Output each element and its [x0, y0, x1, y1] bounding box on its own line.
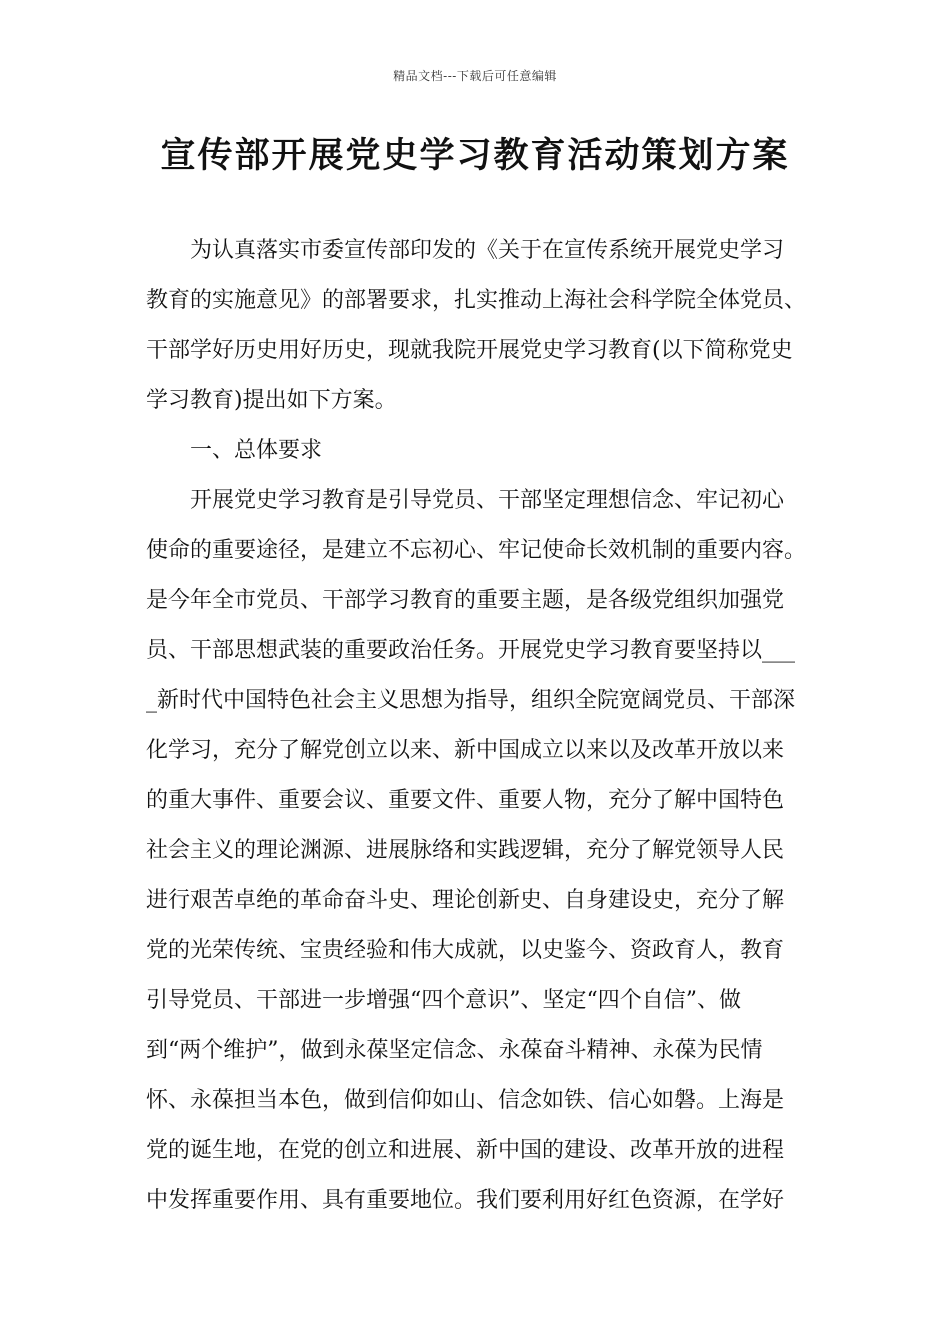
paragraph-line: 社会主义的理论渊源、进展脉络和实践逻辑，充分了解党领导人民 — [146, 838, 785, 863]
section-heading: 一、总体要求 — [190, 438, 323, 463]
paragraph-line: 党的光荣传统、宝贵经验和伟大成就，以史鉴今、资政育人，教育 — [146, 938, 785, 963]
paragraph-line: 员、干部思想武装的重要政治任务。开展党史学习教育要坚持以___ — [146, 638, 796, 663]
header-note: 精品文档---下载后可任意编辑 — [393, 69, 557, 83]
paragraph-line: 引导党员、干部进一步增强“四个意识”、坚定“四个自信”、做 — [146, 988, 741, 1013]
paragraph-line: 开展党史学习教育是引导党员、干部坚定理想信念、牢记初心 — [190, 488, 785, 513]
document-body — [146, 234, 806, 1234]
paragraph-line: 进行艰苦卓绝的革命奋斗史、理论创新史、自身建设史，充分了解 — [146, 888, 785, 913]
paragraph-line: 干部学好历史用好历史，现就我院开展党史学习教育(以下简称党史 — [146, 338, 793, 363]
document-title: 宣传部开展党史学习教育活动策划方案 — [160, 135, 790, 176]
paragraph-line: 为认真落实市委宣传部印发的《关于在宣传系统开展党史学习 — [190, 238, 785, 263]
paragraph-line: 教育的实施意见》的部署要求，扎实推动上海社会科学院全体党员、 — [146, 288, 806, 313]
paragraph-line: 是今年全市党员、干部学习教育的重要主题，是各级党组织加强党 — [146, 588, 785, 613]
paragraph-line: _新时代中国特色社会主义思想为指导，组织全院宽阔党员、干部深 — [146, 688, 796, 713]
paragraph-line: 党的诞生地，在党的创立和进展、新中国的建设、改革开放的进程 — [146, 1138, 785, 1163]
paragraph-line: 学习教育)提出如下方案。 — [146, 388, 397, 413]
paragraph-line: 的重大事件、重要会议、重要文件、重要人物，充分了解中国特色 — [146, 788, 785, 813]
paragraph-line: 中发挥重要作用、具有重要地位。我们要利用好红色资源，在学好 — [146, 1188, 785, 1213]
paragraph-line: 化学习，充分了解党创立以来、新中国成立以来以及改革开放以来 — [146, 738, 785, 763]
paragraph-line: 使命的重要途径，是建立不忘初心、牢记使命长效机制的重要内容。 — [146, 538, 806, 563]
paragraph-line: 怀、永葆担当本色，做到信仰如山、信念如铁、信心如磐。上海是 — [146, 1088, 785, 1113]
paragraph-line: 到“两个维护”，做到永葆坚定信念、永葆奋斗精神、永葆为民情 — [146, 1038, 763, 1063]
